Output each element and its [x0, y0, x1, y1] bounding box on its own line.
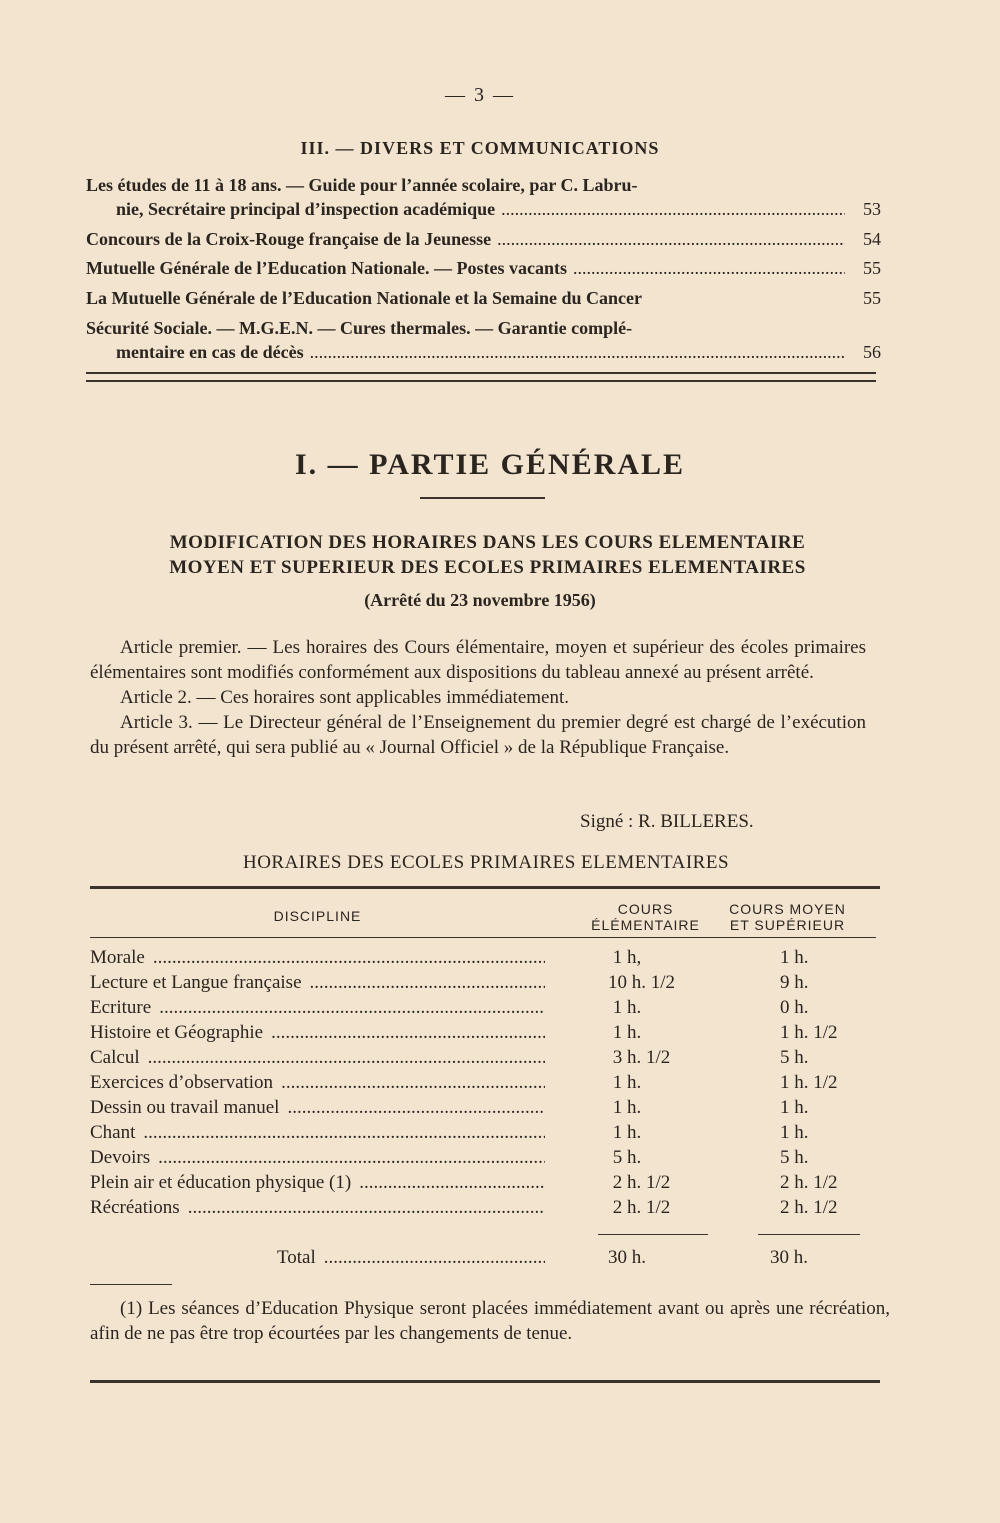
discipline-name: Calcul	[90, 1047, 140, 1068]
divider	[758, 1234, 860, 1235]
toc-heading: III. — DIVERS ET COMMUNICATIONS	[300, 138, 660, 158]
decree-title: MODIFICATION DES HORAIRES DANS LES COURS ELEMENTAIRE	[169, 532, 806, 553]
hours-moyen-superieur: 1 h. 1/2	[780, 1022, 838, 1043]
divider	[420, 497, 545, 499]
header-line: COURS	[617, 901, 674, 917]
discipline-name: Dessin ou travail manuel	[90, 1097, 280, 1118]
hours-moyen-superieur: 2 h. 1/2	[780, 1197, 838, 1218]
table-row	[90, 997, 880, 1022]
hours-moyen-superieur: 1 h.	[780, 1097, 809, 1118]
toc-entry	[86, 316, 881, 364]
total-label: Total	[277, 1247, 316, 1268]
header-line: ET SUPÉRIEUR	[729, 917, 846, 933]
toc-entry-line: Sécurité Sociale. — M.G.E.N. — Cures thermales. — Garantie complé-	[86, 318, 633, 338]
discipline-name: Exercices d’observation	[90, 1072, 274, 1093]
footnote	[90, 1296, 890, 1346]
article-paragraph: Article 3. — Le Directeur général de l’Enseignement du premier degré est chargé de l’exécution du présent arrêté, qui sera publié au « Journal Officiel » de la République Française.	[90, 712, 866, 758]
hours-moyen-superieur: 0 h.	[780, 997, 809, 1018]
toc-page-number: 56	[863, 342, 881, 362]
table-row	[90, 1047, 880, 1072]
page-number: — 3 —	[445, 84, 515, 106]
article-paragraph: Article 2. — Ces horaires sont applicables immédiatement.	[120, 687, 570, 708]
hours-moyen-superieur: 9 h.	[780, 972, 809, 993]
table-row	[90, 1072, 880, 1097]
toc-entry	[86, 286, 881, 310]
decree-title: MOYEN ET SUPERIEUR DES ECOLES PRIMAIRES ELEMENTAIRES	[169, 557, 806, 578]
decree-date: (Arrêté du 23 novembre 1956)	[364, 590, 596, 610]
divider	[90, 886, 880, 889]
table-row	[90, 1122, 880, 1147]
divider	[86, 372, 876, 374]
discipline-name: Morale	[90, 947, 145, 968]
table-row	[90, 1097, 880, 1122]
table-row	[90, 1022, 880, 1047]
table-row	[90, 1147, 880, 1172]
header-line: ÉLÉMENTAIRE	[591, 917, 700, 933]
article-paragraph: Article premier. — Les horaires des Cours élémentaire, moyen et supérieur des écoles primaires élémentaires sont modifiés conformément aux dispositions du tableau annexé au présent arrêté.	[90, 637, 866, 683]
column-header-cours-moyen	[715, 901, 860, 933]
toc-entry-line: Mutuelle Générale de l’Education Nationale. — Postes vacants	[86, 258, 567, 278]
total-moyen-superieur: 30 h.	[770, 1247, 808, 1268]
hours-elementaire: 2 h. 1/2	[608, 1172, 671, 1193]
discipline-name: Ecriture	[90, 997, 152, 1018]
toc-entry	[86, 256, 881, 280]
hours-moyen-superieur: 5 h.	[780, 1147, 809, 1168]
discipline-name: Récréations	[90, 1197, 180, 1218]
divider	[86, 380, 876, 382]
divider	[90, 1380, 880, 1383]
divider	[598, 1234, 708, 1235]
divider	[90, 937, 876, 938]
hours-moyen-superieur: 1 h. 1/2	[780, 1072, 838, 1093]
footnote-text: (1) Les séances d’Education Physique seront placées immédiatement avant ou après une récréation, afin de ne pas être trop écourtées par les changements de tenue.	[90, 1298, 890, 1344]
hours-moyen-superieur: 1 h.	[780, 947, 809, 968]
hours-elementaire: 3 h. 1/2	[608, 1047, 671, 1068]
table-row	[90, 1197, 880, 1222]
toc-page-number: 55	[863, 288, 881, 308]
hours-moyen-superieur: 1 h.	[780, 1122, 809, 1143]
signature-line: Signé : R. BILLERES.	[580, 811, 754, 832]
hours-elementaire: 1 h.	[608, 1072, 642, 1093]
hours-elementaire: 1 h.	[608, 997, 642, 1018]
section-title: I. — PARTIE GÉNÉRALE	[294, 448, 686, 481]
toc-page-number: 54	[863, 229, 881, 249]
toc-entry-line: nie, Secrétaire principal d’inspection académique	[116, 199, 496, 219]
table-row	[90, 972, 880, 997]
table-total-row	[90, 1247, 880, 1272]
toc-entry-line: Concours de la Croix-Rouge française de la Jeunesse	[86, 229, 492, 249]
table-title: HORAIRES DES ECOLES PRIMAIRES ELEMENTAIRES	[242, 852, 730, 873]
toc-entry-line: La Mutuelle Générale de l’Education Nationale et la Semaine du Cancer	[86, 288, 642, 308]
hours-moyen-superieur: 5 h.	[780, 1047, 809, 1068]
table-row	[90, 947, 880, 972]
hours-elementaire: 10 h. 1/2	[608, 972, 676, 993]
hours-moyen-superieur: 2 h. 1/2	[780, 1172, 838, 1193]
hours-elementaire: 1 h.	[608, 1022, 642, 1043]
column-header-cours-elementaire	[583, 901, 708, 933]
discipline-name: Chant	[90, 1122, 136, 1143]
discipline-name: Histoire et Géographie	[90, 1022, 264, 1043]
toc-entry	[86, 227, 881, 251]
hours-elementaire: 5 h.	[608, 1147, 642, 1168]
table-row	[90, 1172, 880, 1197]
decree-body	[90, 635, 866, 760]
total-elementaire: 30 h.	[608, 1247, 646, 1268]
toc-page-number: 53	[863, 199, 881, 219]
column-header-discipline: DISCIPLINE	[273, 908, 362, 924]
hours-elementaire: 1 h.	[608, 1097, 642, 1118]
hours-elementaire: 1 h.	[608, 1122, 642, 1143]
discipline-name: Lecture et Langue française	[90, 972, 302, 993]
discipline-name: Plein air et éducation physique (1)	[90, 1172, 352, 1193]
toc-entry-line: Les études de 11 à 18 ans. — Guide pour l’année scolaire, par C. Labru-	[86, 175, 638, 195]
toc-page-number: 55	[863, 258, 881, 278]
footnote-divider	[90, 1284, 172, 1285]
header-line: COURS MOYEN	[729, 901, 846, 917]
hours-elementaire: 2 h. 1/2	[608, 1197, 671, 1218]
toc-entry-line: mentaire en cas de décès	[116, 342, 304, 362]
discipline-name: Devoirs	[90, 1147, 151, 1168]
toc-entry	[86, 173, 881, 221]
hours-elementaire: 1 h,	[608, 947, 642, 968]
